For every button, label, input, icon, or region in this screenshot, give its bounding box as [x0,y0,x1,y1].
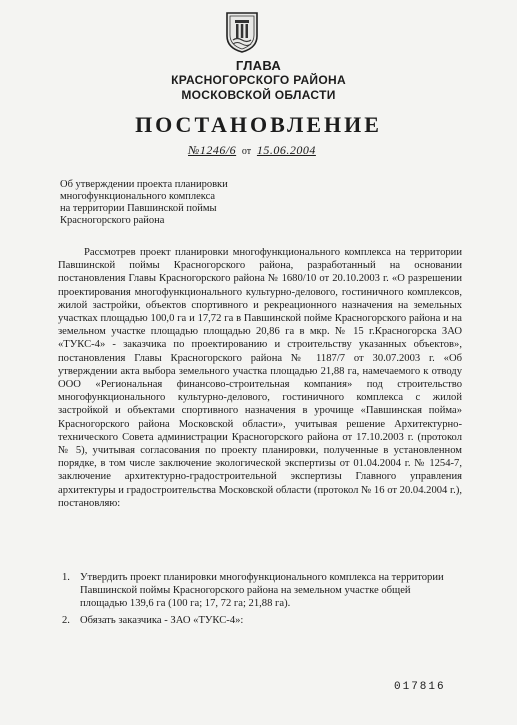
document-type-title: ПОСТАНОВЛЕНИЕ [135,112,382,137]
list-item-number: 2. [62,614,70,626]
header-title: ГЛАВА [235,58,282,73]
list-item [58,614,458,627]
coat-of-arms-icon [224,10,260,54]
list-item [58,571,458,611]
body-paragraph: Рассмотрев проект планировки многофункционального комплекса на территории Павшинской поймы Красногорского района, разработанный на основании постановления Главы Красногорского района № 1680/10 от 20.10.2003 г. «О разрешении проектирования многофункционального культурно-делового, гостиничного комплексов, жилой застройки, объектов спортивного и рекреационного назначения на земельных участках площадью 100,0 га и 17,72 га в Павшинской пойме Красногорского района и на земельном участке площадью площадью 20,86 га в мкр. № 15 г.Красногорска ЗАО «ТУКС-4» - заказчика по проектированию и строительству указанных объектов», постановления Главы Красногорского района № 1187/7 от 30.07.2003 г. «Об утверждении акта выбора земельного участка площадью 21,88 га, намечаемого к отводу ООО «Региональная финансово-строительная компания» под строительство многофункционального культурно-делового, гостиничного комплекса с жилой застройкой и объектами спортивного назначения в урочище «Павшинская пойма» Красногорского района Московской области», учитывая решение Архитектурно-технического Совета администрации Красногорского района от 17.10.2003 г. (протокол № 5), учитывая согласования по проекту планировки, полученные в установленном порядке, в том числе заключение экологической экспертизы от 01.04.2004 г. № 1254-7, заключение архитектурно-градостроительной экспертизы Главного управления архитектуры и градостроительства Московской области (протокол № 16 от 20.04.2004 г.), постановляю: [58,247,462,509]
decree-items-list [58,571,458,630]
registration-line [188,143,316,158]
list-item-text: Обязать заказчика - ЗАО «ТУКС-4»: [80,614,244,626]
page-serial-number: 017816 [394,681,446,693]
registration-number: №1246/6 [188,143,237,157]
registration-separator: от [241,146,252,157]
header-region: МОСКОВСКОЙ ОБЛАСТИ [181,88,336,102]
list-item-number: 1. [62,572,70,583]
registration-date: 15.06.2004 [256,143,316,157]
document-subject: Об утверждении проекта планировки многофункционального комплекса на территории Павшинской поймы Красногорского района [60,179,228,226]
list-item-text: Утвердить проект планировки многофункционального комплекса на территории Павшинской поймы Красногорского района на земельном участке общей площадью 139,6 га (100 га; 17, 72 га; 21,88 га). [80,572,444,610]
header-district: КРАСНОГОРСКОГО РАЙОНА [171,73,346,87]
